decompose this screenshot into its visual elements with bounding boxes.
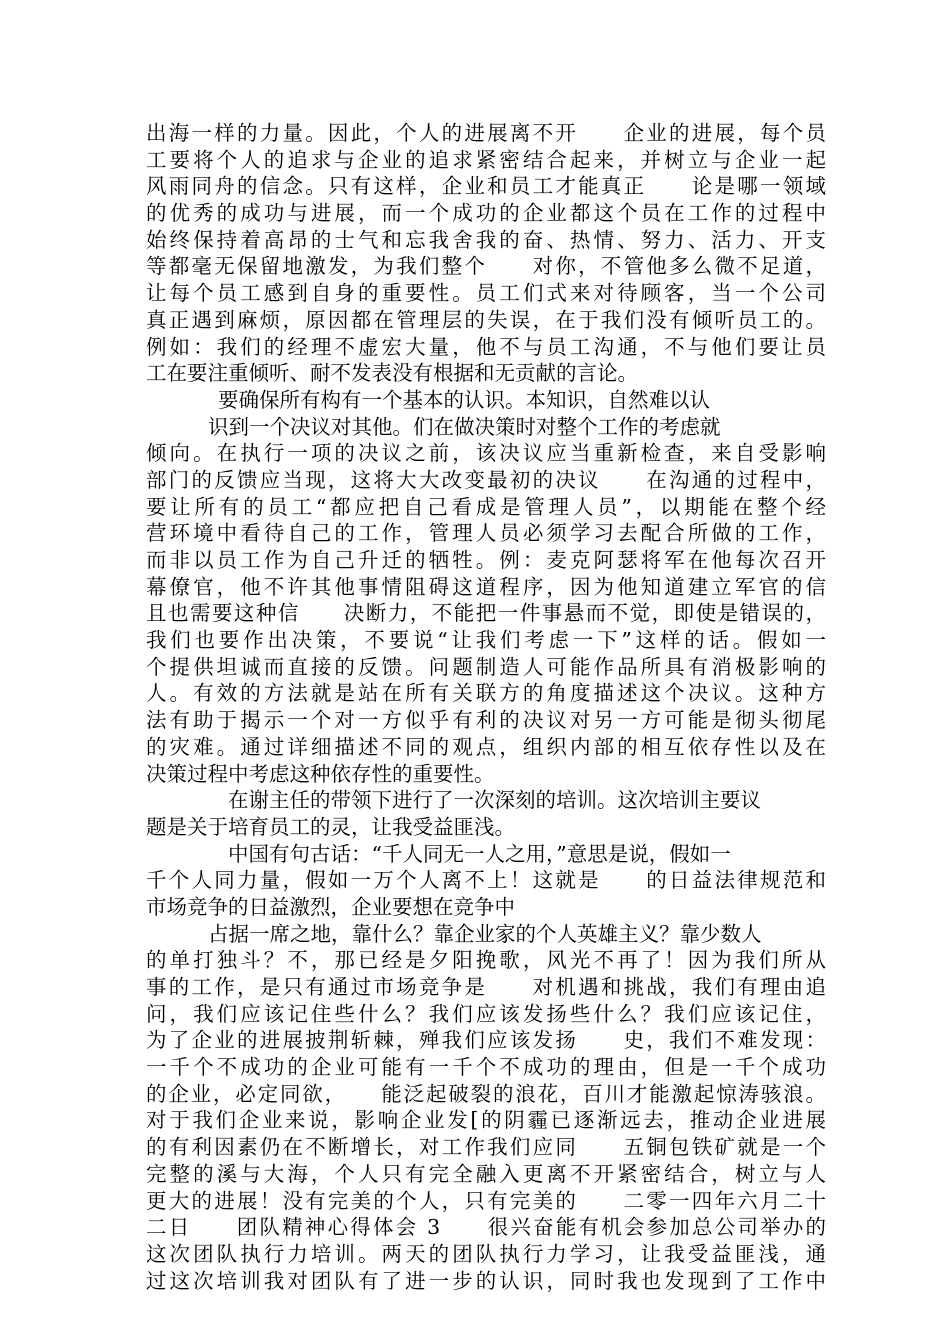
text-line: 部门的反馈应当现，这将大大改变最初的决议 在沟通的过程中， — [146, 467, 826, 492]
text-line: 的有利因素仍在不断增长，对工作我们应同 五铜包铁矿就是一个 — [146, 1135, 826, 1160]
text-line: 过这次培训我对团队有了进一步的认识，同时我也发现到了工作中 — [146, 1268, 826, 1293]
text-line: 幕僚官，他不许其他事情阻碍这道程序，因为他知道建立军官的信 — [146, 574, 826, 599]
text-line: 让每个员工感到自身的重要性。员工们式来对待顾客，当一个公司 — [146, 281, 826, 306]
text-line: 个提供坦诚而直接的反馈。问题制造人可能作品所具有消极影响的 — [146, 654, 826, 679]
text-line: 一千个不成功的企业可能有一千个不成功的理由，但是一千个成功 — [146, 1055, 826, 1080]
text-line: 始终保持着高昂的士气和忘我舍我的奋、热情、努力、活力、开支 — [146, 227, 826, 252]
text-line: 我们也要作出决策，不要说“让我们考虑一下”这样的话。假如一 — [146, 628, 826, 653]
text-line: 且也需要这种信 决断力，不能把一件事悬而不觉，即使是错误的， — [146, 601, 826, 626]
text-line: 在谢主任的带领下进行了一次深刻的培训。这次培训主要议 — [228, 788, 761, 813]
text-line: 要让所有的员工“都应把自己看成是管理人员”，以期能在整个经 — [146, 494, 826, 519]
document-body — [146, 120, 826, 1294]
text-line: 法有助于揭示一个对一方似乎有利的决议对另一方可能是彻头彻尾 — [146, 708, 826, 733]
text-line: 营环境中看待自己的工作，管理人员必须学习去配合所做的工作， — [146, 521, 826, 546]
text-line: 为了企业的进展披荆斩棘，殚我们应该发扬 史，我们不难发现： — [146, 1028, 826, 1053]
text-line: 的单打独斗？不，那已经是夕阳挽歌，风光不再了！因为我们所从 — [146, 948, 826, 973]
text-line: 倾向。在执行一项的决议之前，该决议应当重新检查，来自受影响 — [146, 441, 826, 466]
text-line: 这次团队执行力培训。两天的团队执行力学习，让我受益匪浅，通 — [146, 1241, 826, 1266]
text-line: 风雨同舟的信念。只有这样，企业和员工才能真正 论是哪一领域 — [146, 174, 826, 199]
text-line: 占据一席之地，靠什么？靠企业家的个人英雄主义？靠少数人 — [208, 921, 762, 946]
text-line: 千个人同力量，假如一万个人离不上！这就是 的日益法律规范和 — [146, 868, 826, 893]
text-line: 例如：我们的经理不虚宏大量，他不与员工沟通，不与他们要让员 — [146, 334, 826, 359]
text-line: 真正遇到麻烦，原因都在管理层的失误，在于我们没有倾听员工的。 — [146, 307, 826, 332]
text-line: 要确保所有构有一个基本的认识。本知识，自然难以认 — [218, 387, 710, 412]
text-line: 事的工作，是只有通过市场竞争是 对机遇和挑战，我们有理由追 — [146, 975, 826, 999]
text-line: 对于我们企业来说，影响企业发[的阴霾已逐渐远去，推动企业进展 — [146, 1108, 826, 1133]
text-line: 完整的溪与大海，个人只有完全融入更离不开紧密结合，树立与人 — [146, 1161, 826, 1186]
text-line: 的企业，必定同欲， 能泛起破裂的浪花，百川才能激起惊涛骇浪。 — [146, 1081, 826, 1106]
text-line: 中国有句古话：“千人同无一人之用，”意思是说，假如一 — [228, 841, 731, 866]
text-line: 而非以员工作为自己升迁的牺牲。例：麦克阿瑟将军在他每次召开 — [146, 548, 826, 572]
text-line: 决策过程中考虑这种依存性的重要性。 — [146, 761, 495, 786]
text-line: 识到一个决议对其他。们在做决策时对整个工作的考虑就 — [208, 414, 721, 439]
text-line: 工在要注重倾听、耐不发表没有根据和无贡献的言论。 — [146, 361, 638, 386]
text-line: 等都毫无保留地激发，为我们整个 对你，不管他多么微不足道， — [146, 254, 826, 279]
text-line: 工要将个人的追求与企业的追求紧密结合起来，并树立与企业一起 — [146, 147, 826, 172]
text-line: 问，我们应该记住些什么？我们应该发扬些什么？我们应该记住， — [146, 1001, 826, 1026]
text-line: 出海一样的力量。因此，个人的进展离不开 企业的进展，每个员 — [146, 121, 826, 145]
text-line: 的灾难。通过详细描述不同的观点，组织内部的相互依存性以及在 — [146, 734, 826, 759]
text-line: 人。有效的方法就是站在所有关联方的角度描述这个决议。这种方 — [146, 681, 826, 706]
text-line: 市场竞争的日益激烈，企业要想在竞争中 — [146, 894, 515, 919]
text-line: 的优秀的成功与进展，而一个成功的企业都这个员在工作的过程中 — [146, 201, 826, 226]
text-line: 更大的进展！没有完美的个人，只有完美的 二零一四年六月二十 — [146, 1188, 826, 1213]
text-line: 二日 团队精神心得体会 3 很兴奋能有机会参加总公司举办的 — [146, 1215, 826, 1240]
text-line: 题是关于培育员工的灵，让我受益匪浅。 — [146, 814, 515, 839]
